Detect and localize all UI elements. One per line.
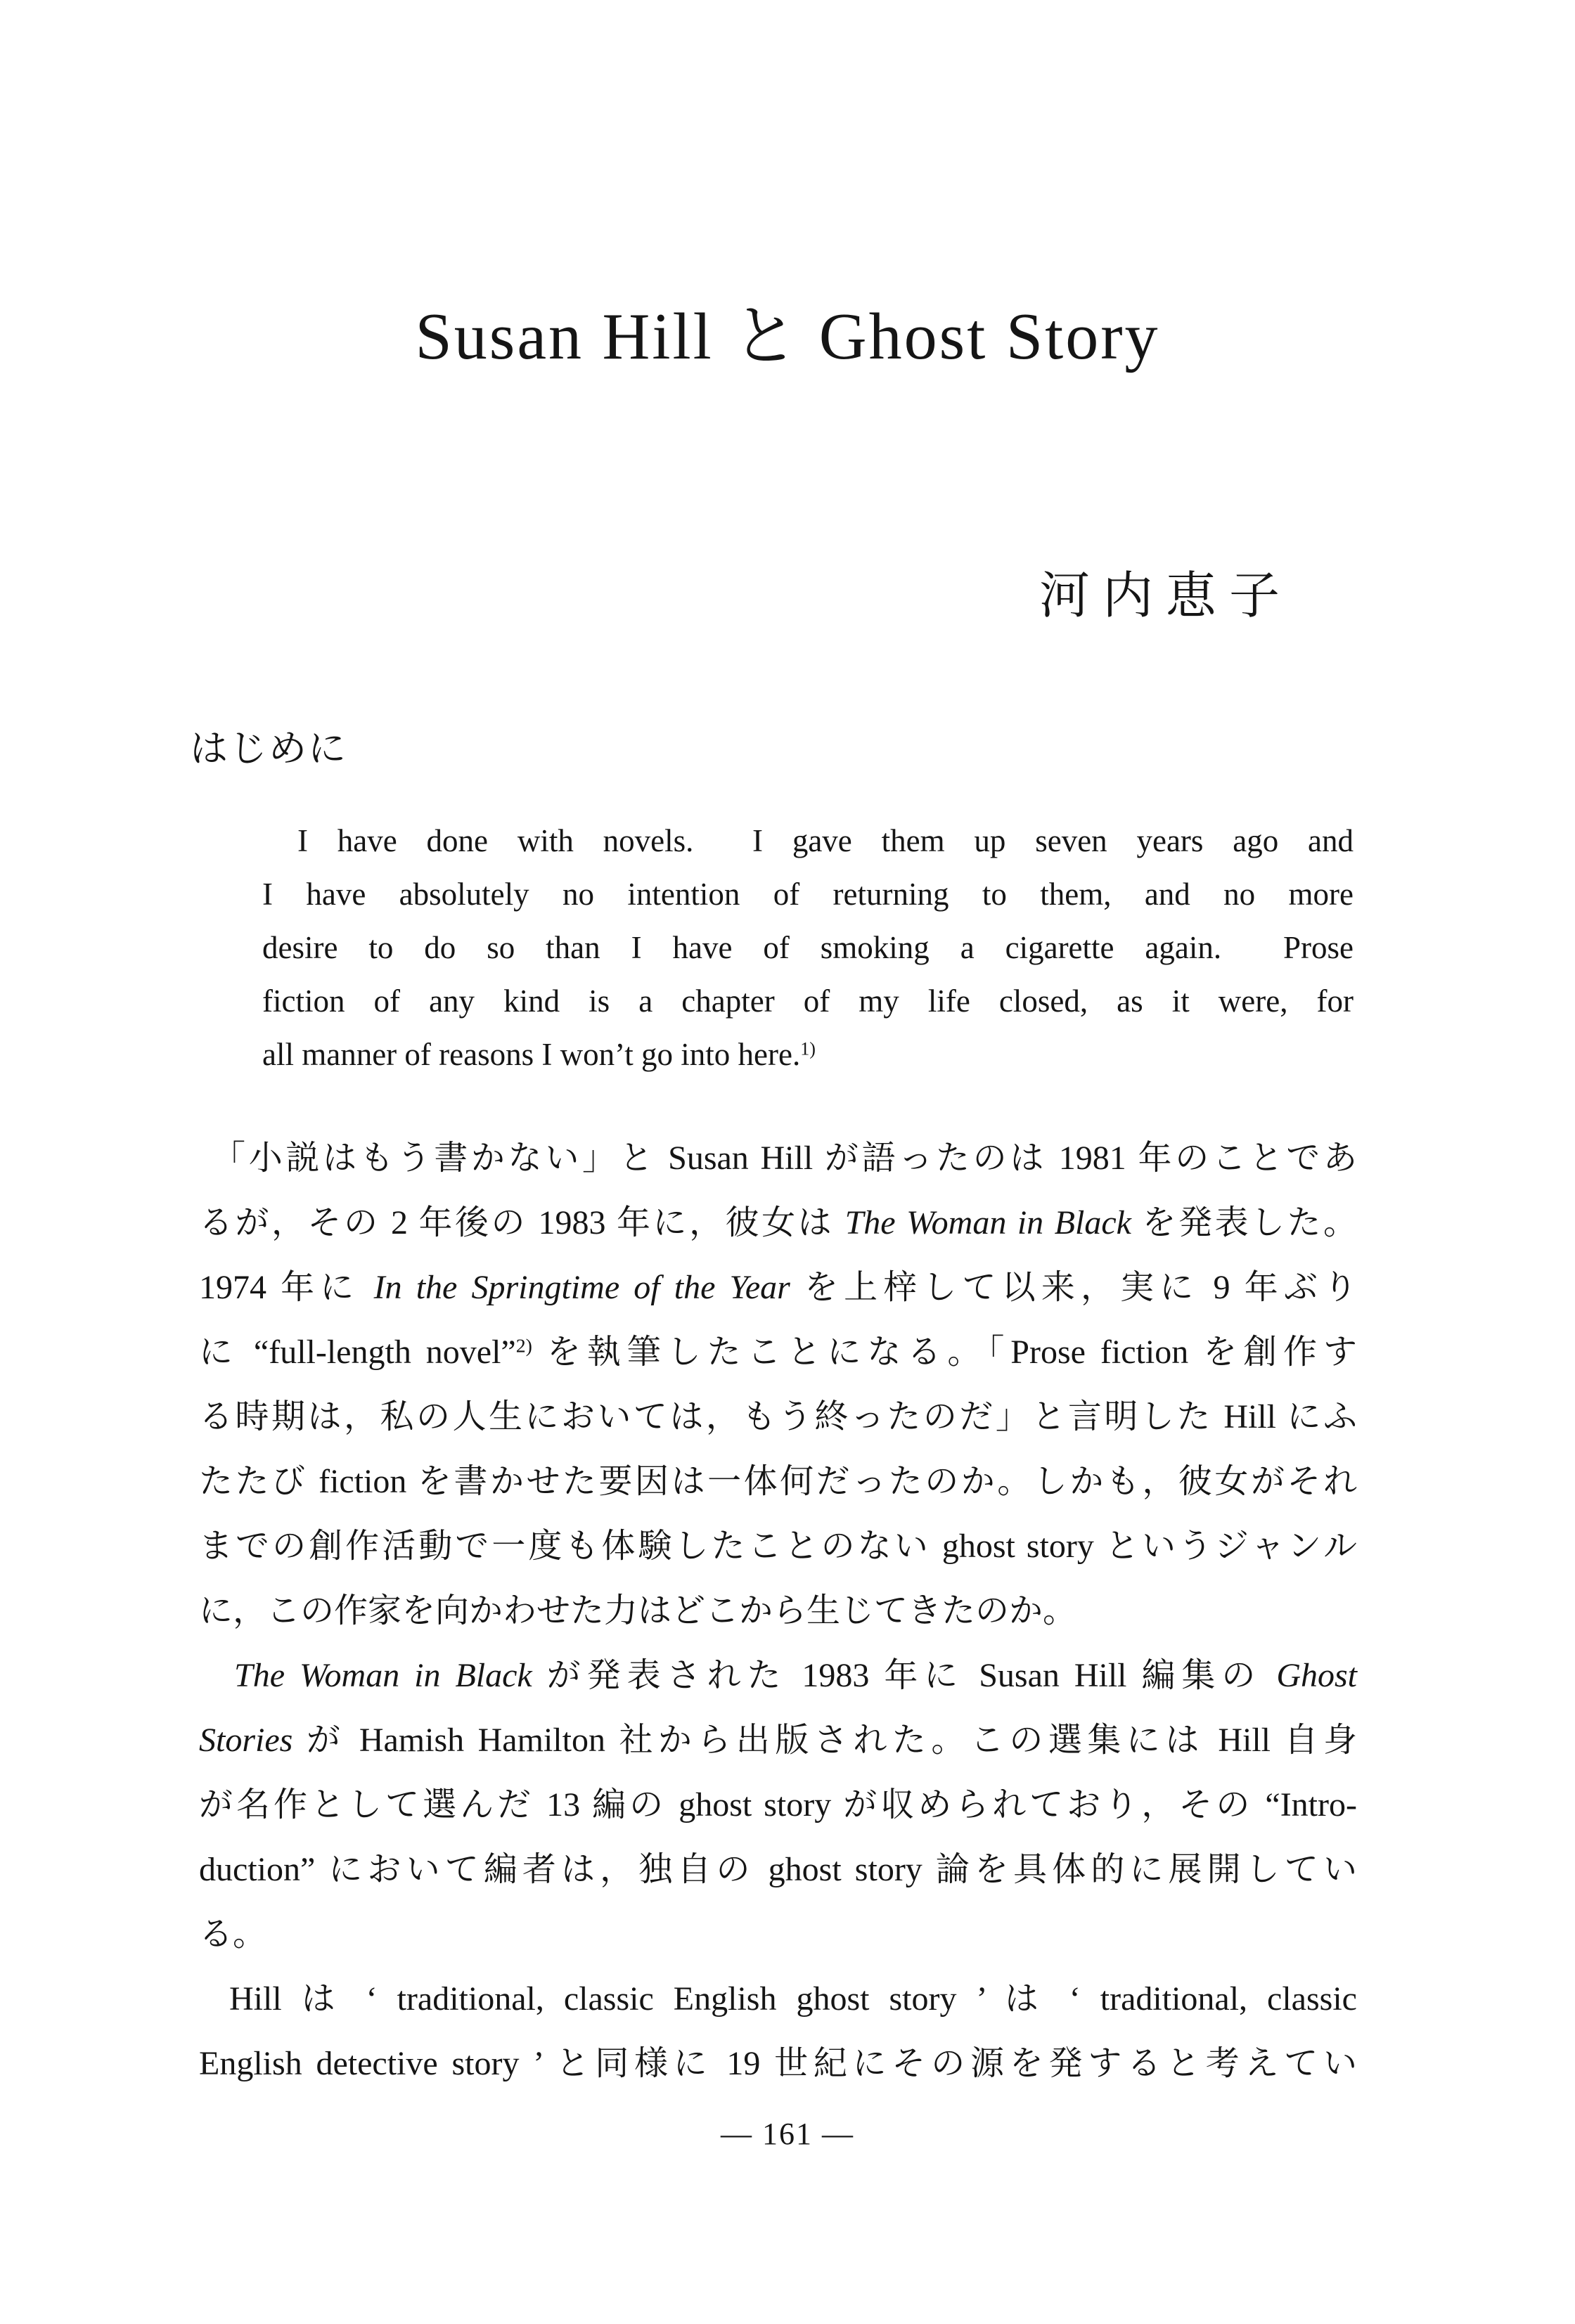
text-line: に “full-length novel”$^{2)}$ を執筆したことになる。「Prose fiction を創作す bbox=[199, 1334, 1358, 1371]
english-block-quote bbox=[262, 814, 1354, 1081]
text-line: に，この作家を向かわせた力はどこから生じてきたのか。 bbox=[199, 1592, 1077, 1629]
page-number: — 161 — bbox=[721, 2117, 854, 2151]
text-line: が名作として選んだ 13 編の ghost story が収められており，その “Intro- bbox=[199, 1786, 1357, 1823]
paper-title: Susan Hill と Ghost Story bbox=[415, 300, 1160, 373]
text-line: 「小説はもう書かない」と Susan Hill が語ったのは 1981 年のことであ bbox=[212, 1140, 1357, 1177]
text-line: desire to do so than I have of smoking a cigarette again. Prose bbox=[262, 930, 1354, 965]
section-heading: はじめに bbox=[190, 728, 347, 770]
text-line: The Woman in Black が発表された 1983 年に Susan Hill 編集の Ghost bbox=[234, 1657, 1357, 1694]
text-line: fiction of any kind is a chapter of my life closed, as it were, for bbox=[262, 983, 1354, 1019]
text-line: Hill は ‘ traditional, classic English ghost story ’ は ‘ traditional, classic bbox=[229, 1980, 1357, 2018]
text-line: る。 bbox=[199, 1916, 267, 1953]
text-line: Stories が Hamish Hamilton 社から出版された。この選集には Hill 自身 bbox=[199, 1722, 1357, 1759]
text-line: I have absolutely no intention of returning to them, and no more bbox=[262, 877, 1354, 912]
text-line: all manner of reasons I won’t go into here.$^{1)}$ bbox=[262, 1037, 816, 1072]
text-line: るが，その 2 年後の 1983 年に，彼女は The Woman in Black を発表した。 bbox=[199, 1204, 1357, 1241]
body-paragraphs bbox=[199, 1126, 1357, 2096]
text-line: duction” において編者は，独自の ghost story 論を具体的に展開してい bbox=[199, 1851, 1357, 1888]
text-line: る時期は，私の人生においては，もう終ったのだ」と言明した Hill にふ bbox=[199, 1398, 1357, 1435]
text-line: たたび fiction を書かせた要因は一体何だったのか。しかも，彼女がそれ bbox=[199, 1463, 1357, 1500]
text-line: English detective story ’ と同様に 19 世紀にその源を発すると考えてい bbox=[199, 2045, 1357, 2082]
text-line: までの創作活動で一度も体験したことのない ghost story というジャンル bbox=[199, 1528, 1357, 1565]
text-line: I have done with novels. I gave them up seven years ago and bbox=[297, 823, 1354, 858]
text-line: 1974 年に In the Springtime of the Year を上梓して以来，実に 9 年ぶり bbox=[199, 1269, 1357, 1306]
author-name: 河 内 恵 子 bbox=[1039, 568, 1280, 624]
